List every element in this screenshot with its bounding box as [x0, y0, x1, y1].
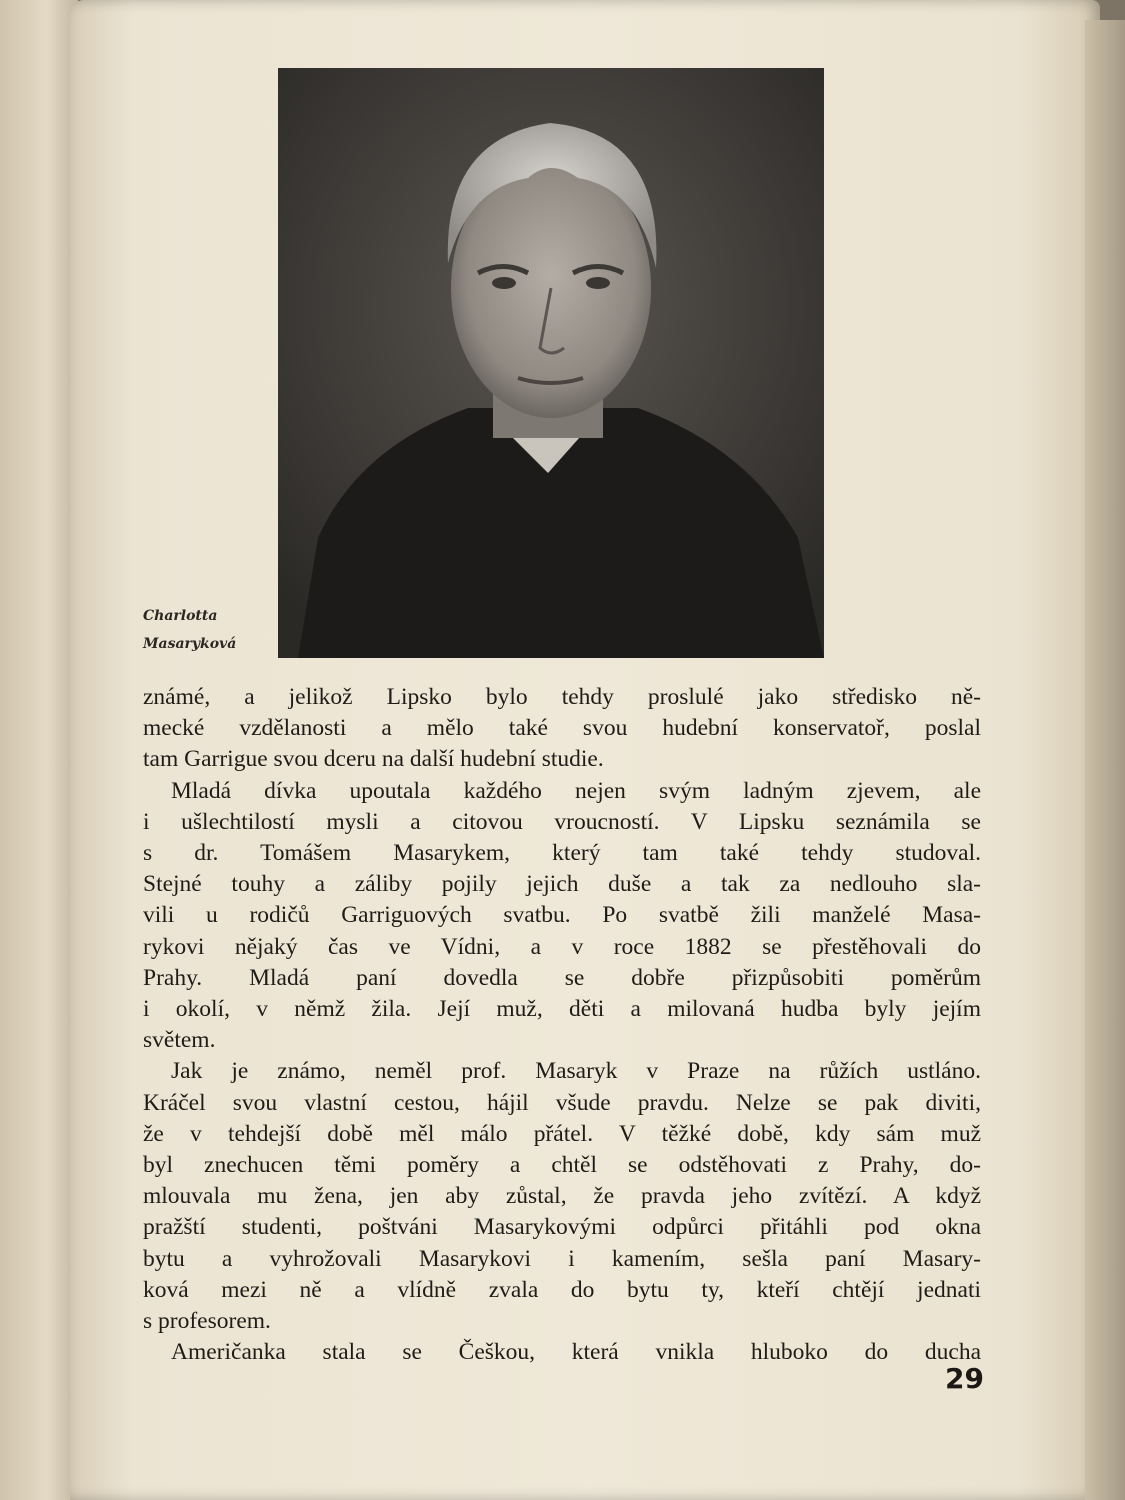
text-line: tam Garrigue svou dceru na další hudební studie. [143, 746, 604, 773]
text-line: pražští studenti, poštváni Masarykovými odpůrci přitáhli pod okna [143, 1214, 981, 1241]
text-line: známé, a jelikož Lipsko bylo tehdy proslulé jako středisko ně- [143, 684, 981, 710]
text-line: s dr. Tomášem Masarykem, který tam také tehdy studoval. [143, 840, 981, 867]
text-line: Američanka stala se Češkou, která vnikla hluboko do ducha [171, 1339, 981, 1366]
text-line: i okolí, v němž žila. Její muž, děti a milovaná hudba byly jejím [143, 996, 981, 1023]
text-line: mecké vzdělanosti a mělo také svou hudební konservatoř, poslal [143, 715, 981, 742]
text-line: že v tehdejší době měl málo přátel. V těžké době, kdy sám muž [143, 1120, 981, 1147]
paragraph [143, 776, 981, 1057]
text-line: Stejné touhy a záliby pojily jejich duše a tak za nedlouho sla- [143, 871, 981, 898]
paragraph [143, 1337, 981, 1368]
body-text [143, 682, 981, 1368]
paragraph [143, 1056, 981, 1337]
text-line: i ušlechtilostí mysli a citovou vroucností. V Lipsku seznámila se [143, 808, 981, 835]
caption-line: Charlotta [143, 608, 218, 624]
text-line: rykovi nějaký čas ve Vídni, a v roce 1882 se přestěhovali do [143, 933, 981, 960]
portrait-photo [278, 68, 824, 658]
page-stack-edge [1085, 20, 1125, 1500]
text-line: mlouvala mu žena, jen aby zůstal, že pravda jeho zvítězí. A když [143, 1183, 981, 1210]
text-line: Kráčel svou vlastní cestou, hájil všude pravdu. Nelze se pak diviti, [143, 1089, 981, 1116]
text-line: byl znechucen těmi poměry a chtěl se odstěhovati z Prahy, do- [143, 1152, 981, 1179]
page-number: 29 [945, 1362, 984, 1395]
text-line: Prahy. Mladá paní dovedla se dobře přizpůsobiti poměrům [143, 964, 981, 991]
photo-caption [143, 602, 283, 658]
text-line: vili u rodičů Garriguových svatbu. Po svatbě žili manželé Masa- [143, 902, 981, 929]
text-line: Mladá dívka upoutala každého nejen svým ladným zjevem, ale [171, 777, 981, 804]
caption-line: Masaryková [143, 636, 237, 652]
paragraph [143, 682, 981, 776]
text-line: Jak je známo, neměl prof. Masaryk v Praze na růžích ustláno. [171, 1058, 981, 1085]
facing-page-edge [0, 0, 78, 1500]
text-line: světem. [143, 1027, 216, 1054]
text-line: ková mezi ně a vlídně zvala do bytu ty, kteří chtějí jednati [143, 1276, 981, 1303]
text-line: s profesorem. [143, 1308, 271, 1335]
text-line: bytu a vyhrožovali Masarykovi i kamením, sešla paní Masary- [143, 1245, 981, 1272]
